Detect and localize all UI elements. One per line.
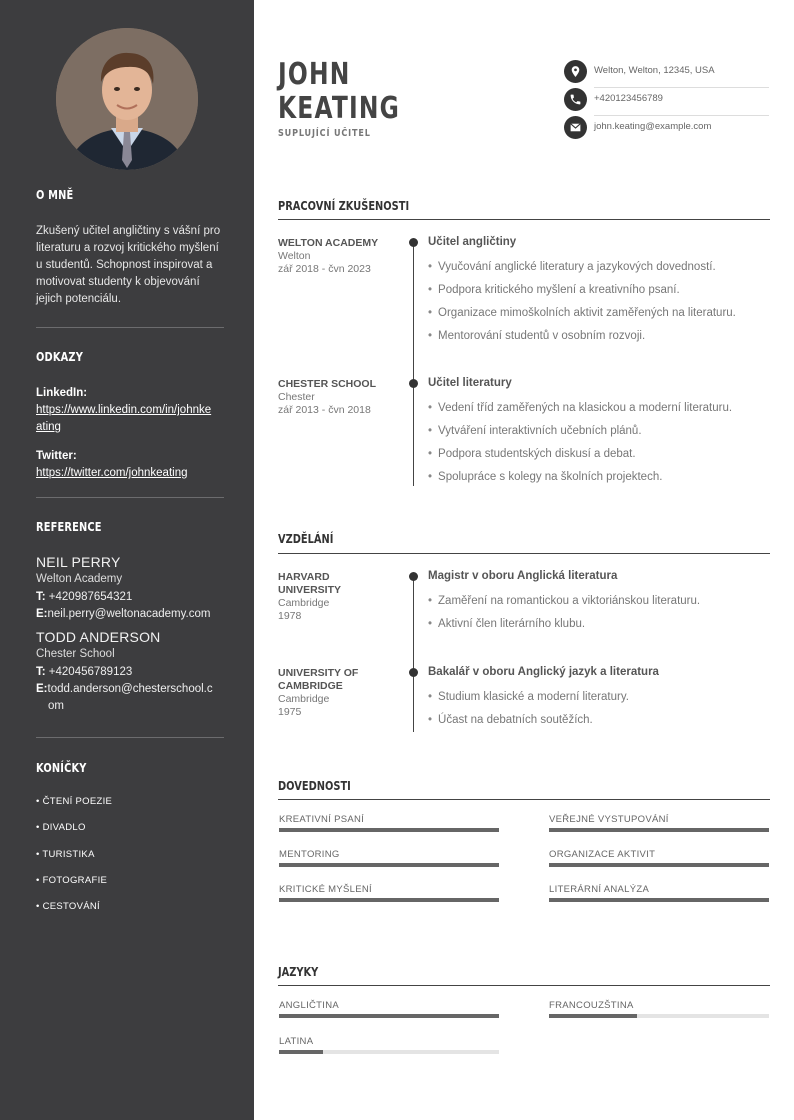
hobby-item: • ČTENÍ POEZIE (36, 796, 113, 807)
links-heading: ODKAZY (36, 350, 84, 364)
last-name: KEATING (278, 91, 401, 126)
link-twitter (36, 448, 216, 482)
skill-item (549, 814, 769, 832)
sidebar-divider (36, 327, 224, 328)
role-title: Učitel angličtiny (428, 236, 517, 248)
profile-photo (56, 28, 198, 170)
bullet-item: • Vyučování anglické literatury a jazykových dovedností. (428, 261, 716, 273)
skill-label: LITERÁRNÍ ANALÝZA (549, 884, 650, 895)
section-rule (278, 219, 770, 220)
address-text: Welton, Welton, 12345, USA (594, 65, 715, 76)
skill-bar-fill (279, 898, 499, 902)
skill-item (549, 849, 769, 867)
section-rule (278, 985, 770, 986)
sidebar-divider (36, 737, 224, 738)
job-title: SUPLUJÍCÍ UČITEL (278, 128, 371, 139)
section-rule (278, 799, 770, 800)
hobby-item: • FOTOGRAFIE (36, 875, 108, 886)
skill-bar-fill (549, 898, 769, 902)
education-org (278, 667, 378, 719)
org-name: CHESTER SCHOOL (278, 378, 377, 390)
bullet-item: • Podpora studentských diskusí a debat. (428, 448, 636, 460)
bullet-item: • Vytváření interaktivních učebních plánů. (428, 425, 642, 437)
envelope-icon (564, 116, 587, 139)
contact-phone (564, 88, 769, 116)
degree-title: Bakalář v oboru Anglický jazyk a literatura (428, 666, 659, 678)
org-name: WELTON ACADEMY (278, 237, 379, 249)
contact-address (564, 60, 769, 88)
org-name: HARVARD UNIVERSITY (278, 571, 342, 596)
education-org (278, 571, 378, 623)
phone-icon (564, 88, 587, 111)
email-label: E: (36, 608, 48, 620)
degree-title: Magistr v oboru Anglická literatura (428, 570, 618, 582)
links-list (36, 385, 216, 482)
timeline-dot (409, 238, 418, 247)
skills-heading: DOVEDNOSTI (278, 779, 351, 793)
language-bar (279, 1014, 499, 1018)
reference-name: TODD ANDERSON (36, 629, 161, 645)
bullet-item: • Spolupráce s kolegy na školních projektech. (428, 471, 662, 483)
language-item (279, 1000, 499, 1018)
first-name: JOHN (278, 57, 351, 92)
phone-value: +420456789123 (48, 666, 133, 678)
sidebar (0, 0, 254, 1120)
skill-bar-fill (279, 828, 499, 832)
skill-item (279, 814, 499, 832)
timeline-dot (409, 668, 418, 677)
reference-name: NEIL PERRY (36, 554, 121, 570)
language-label: ANGLIČTINA (279, 1000, 340, 1011)
language-bar-fill (279, 1014, 499, 1018)
bullet-item: • Mentorování studentů v osobním rozvoji. (428, 330, 645, 342)
org-place: Cambridge (278, 693, 330, 705)
skill-item (279, 884, 499, 902)
org-dates: 1975 (278, 706, 302, 718)
profile-photo-image (56, 28, 198, 170)
link-linkedin (36, 385, 216, 436)
bullet-item: • Organizace mimoškolních aktivit zaměřených na literaturu. (428, 307, 736, 319)
references-list (36, 554, 218, 715)
language-item (549, 1000, 769, 1018)
reference-org: Chester School (36, 648, 115, 660)
language-bar (279, 1050, 499, 1054)
reference-org: Welton Academy (36, 573, 123, 585)
timeline-line (413, 243, 414, 486)
contact-email (564, 116, 769, 139)
timeline-dot (409, 572, 418, 581)
email-value: todd.anderson@chesterschool.com (47, 683, 213, 712)
bullet-item: • Podpora kritického myšlení a kreativního psaní. (428, 284, 680, 296)
timeline-dot (409, 379, 418, 388)
skill-bar-fill (549, 863, 769, 867)
skill-bar-fill (549, 828, 769, 832)
phone-value: +420987654321 (48, 591, 133, 603)
hobby-item: • TURISTIKA (36, 849, 95, 860)
experience-heading: PRACOVNÍ ZKUŠENOSTI (278, 199, 410, 213)
skill-bar (549, 828, 769, 832)
experience-org (278, 237, 396, 276)
bullet-item: • Studium klasické a moderní literatury. (428, 691, 629, 703)
language-bar-fill (279, 1050, 323, 1054)
reference-phone (36, 589, 218, 606)
languages-heading: JAZYKY (278, 965, 319, 979)
bullet-item: • Zaměření na romantickou a viktoriánskou literaturu. (428, 595, 700, 607)
location-pin-icon (564, 60, 587, 83)
reference-phone (36, 664, 218, 681)
reference-email (36, 606, 218, 623)
section-rule (278, 553, 770, 554)
phone-label: T: (36, 666, 46, 678)
link-label: LinkedIn: (36, 387, 88, 399)
skill-bar (549, 898, 769, 902)
timeline-line (413, 576, 414, 732)
skill-label: KREATIVNÍ PSANÍ (279, 814, 365, 825)
skill-label: VEŘEJNÉ VYSTUPOVÁNÍ (549, 814, 669, 825)
language-bar-fill (549, 1014, 637, 1018)
reference-item (36, 629, 218, 715)
language-label: FRANCOUZŠTINA (549, 1000, 634, 1011)
role-title: Učitel literatury (428, 377, 512, 389)
skill-bar (279, 898, 499, 902)
language-label: LATINA (279, 1036, 314, 1047)
org-place: Welton (278, 250, 311, 262)
skill-label: ORGANIZACE AKTIVIT (549, 849, 656, 860)
skill-bar-fill (279, 863, 499, 867)
org-place: Chester (278, 391, 315, 403)
language-bar (549, 1014, 769, 1018)
phone-label: T: (36, 591, 46, 603)
bullet-item: • Vedení tříd zaměřených na klasickou a moderní literaturu. (428, 402, 732, 414)
email-value: neil.perry@weltonacademy.com (47, 608, 211, 620)
hobbies-heading: KONÍČKY (36, 761, 87, 775)
hobby-item: • DIVADLO (36, 822, 86, 833)
org-dates: zář 2013 - čvn 2018 (278, 404, 371, 416)
bullet-item: • Účast na debatních soutěžích. (428, 714, 593, 726)
skill-bar (279, 828, 499, 832)
education-heading: VZDĚLÁNÍ (278, 532, 334, 546)
email-label: E: (36, 683, 48, 695)
linkedin-link[interactable]: https://www.linkedin.com/in/johnkeating (36, 404, 212, 433)
org-place: Cambridge (278, 597, 330, 609)
org-dates: 1978 (278, 610, 302, 622)
email-text[interactable]: john.keating@example.com (594, 121, 712, 132)
references-heading: REFERENCE (36, 520, 102, 534)
twitter-link[interactable]: https://twitter.com/johnkeating (36, 467, 188, 479)
language-item (279, 1036, 499, 1054)
skill-bar (279, 863, 499, 867)
org-dates: zář 2018 - čvn 2023 (278, 263, 371, 275)
skill-item (549, 884, 769, 902)
phone-text: +420123456789 (594, 93, 663, 104)
skill-label: KRITICKÉ MYŠLENÍ (279, 884, 372, 895)
skill-label: MENTORING (279, 849, 340, 860)
about-text: Zkušený učitel angličtiny s vášní pro literaturu a rozvoj kritického myšlení u studentů. Schopnost inspirovat a motivovat studenty k objevování jejich potenciálu. (36, 225, 221, 305)
sidebar-divider (36, 497, 224, 498)
experience-org (278, 378, 396, 417)
link-label: Twitter: (36, 450, 77, 462)
org-name: UNIVERSITY OF CAMBRIDGE (278, 667, 359, 692)
reference-email (36, 681, 218, 715)
hobby-item: • CESTOVÁNÍ (36, 901, 100, 912)
reference-item (36, 554, 218, 623)
about-heading: O MNĚ (36, 188, 74, 202)
bullet-item: • Aktivní člen literárního klubu. (428, 618, 585, 630)
skill-item (279, 849, 499, 867)
skill-bar (549, 863, 769, 867)
